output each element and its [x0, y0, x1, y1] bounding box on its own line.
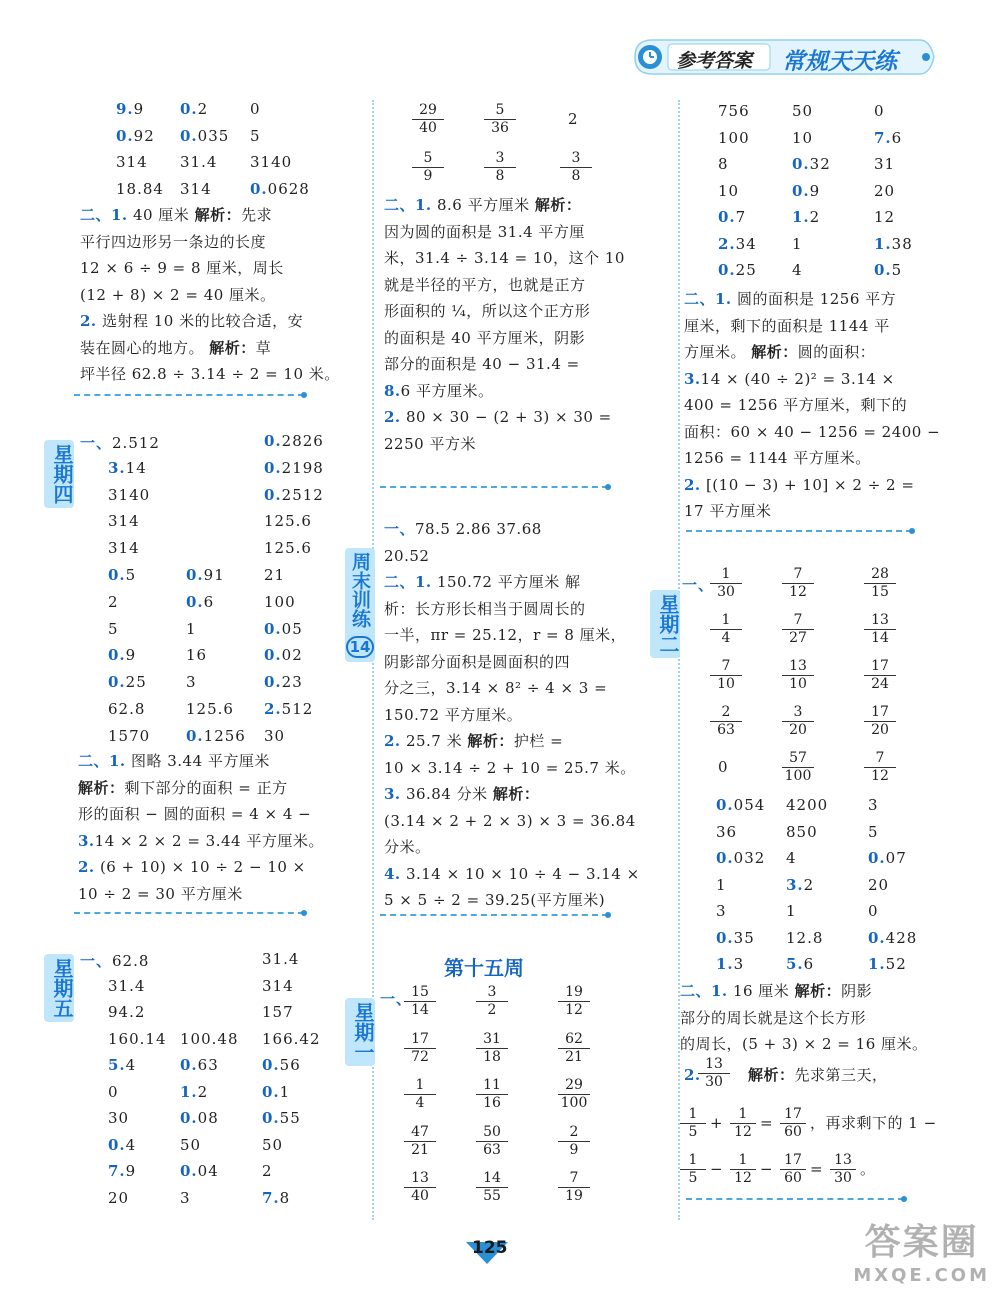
grid-value: 0.1 — [262, 1082, 291, 1101]
solution-line: 17 平方厘米 — [684, 502, 772, 520]
solution-line: 装在圆心的地方。 解析：草 — [80, 338, 272, 357]
solution-line: 就是半径的平方，也就是正方 — [384, 275, 586, 294]
fraction: 47 21 — [404, 1124, 436, 1159]
solution-line: 部分的周长就是这个长方形 — [680, 1008, 867, 1027]
grid-value: 50 — [792, 102, 814, 120]
solution-line: 2. 80 × 30 − (2 + 3) × 30 = — [384, 408, 612, 426]
grid-value: 314 — [262, 976, 294, 995]
solution-line: 150.72 平方厘米。 — [384, 705, 523, 724]
grid-value: 4200 — [786, 796, 829, 814]
solution-line: 的周长，(5 + 3) × 2 = 16 厘米。 — [680, 1035, 928, 1053]
fraction: 13 10 — [782, 658, 814, 693]
grid-value: 31.4 — [180, 153, 218, 171]
grid-value: 一、62.8 — [80, 952, 150, 970]
fraction: 7 12 — [782, 566, 814, 601]
grid-value: 0.7 — [718, 208, 747, 226]
fraction: 1 12 — [730, 1106, 756, 1141]
grid-value: 0.07 — [868, 849, 907, 867]
solution-line: 形的面积 − 圆的面积 = 4 × 4 − — [78, 805, 312, 823]
equation-text: − — [760, 1160, 774, 1178]
grid-value: 0.6 — [186, 592, 215, 611]
grid-value: 3.2 — [786, 875, 815, 894]
watermark — [853, 1214, 990, 1286]
solution-line: 2. [(10 − 3) + 10] × 2 ÷ 2 = — [684, 475, 915, 494]
grid-value: 0.1256 — [186, 726, 246, 745]
fraction: 5 9 — [412, 150, 444, 185]
fraction: 2 9 — [558, 1124, 590, 1159]
solution-line: 二、1. 150.72 平方厘米 解 — [384, 573, 581, 591]
solution-line: 10 ÷ 2 = 30 平方厘米 — [78, 884, 243, 903]
grid-value: 16 — [186, 646, 208, 665]
clock-icon — [640, 45, 660, 65]
fraction: 1 5 — [680, 1106, 706, 1141]
grid-value: 5.4 — [108, 1056, 137, 1074]
tag-tuesday: 星期二 — [650, 590, 680, 658]
grid-value: 0.25 — [718, 261, 757, 279]
grid-value: 1.52 — [868, 955, 907, 973]
solution-line: 20.52 — [384, 546, 430, 565]
grid-value: 0.56 — [262, 1056, 301, 1074]
solution-line: 分之三，3.14 × 8² ÷ 4 × 3 = — [384, 679, 608, 697]
fraction: 29 100 — [558, 1077, 590, 1112]
grid-value: 1 — [716, 875, 727, 894]
solution-line: 二、1. 40 厘米 解析：先求 — [80, 206, 273, 224]
solution-line: 的面积是 40 平方厘米，阴影 — [384, 328, 586, 347]
fraction: 3 20 — [782, 704, 814, 739]
grid-value: 0.0628 — [250, 179, 310, 198]
solution-line: 2. 25.7 米 解析：护栏 = — [384, 732, 564, 750]
grid-value: 1 — [786, 902, 797, 920]
header-title-a: 参考答案 — [676, 50, 753, 72]
tag-weekend — [345, 548, 375, 662]
divider-dash — [686, 530, 912, 532]
grid-value: 0.2512 — [264, 485, 324, 504]
fraction: 5 36 — [484, 102, 516, 137]
solution-line: 一半，πr = 25.12，r = 8 厘米， — [384, 626, 627, 644]
equation-text: + — [710, 1114, 724, 1132]
page-number: 125 — [472, 1238, 508, 1258]
divider-dash — [686, 1198, 904, 1200]
fraction: 2 63 — [710, 704, 742, 739]
solution-line: 阴影部分面积是圆面积的四 — [384, 652, 571, 671]
solution-line: 二、1. 圆的面积是 1256 平方 — [684, 290, 897, 308]
fraction: 50 63 — [476, 1124, 508, 1159]
grid-value: 3140 — [108, 485, 151, 504]
grid-value: 756 — [718, 102, 750, 120]
grid-value: 0.2 — [180, 100, 209, 118]
tag-thursday: 星期四 — [44, 440, 74, 508]
solution-line: 部分的面积是 40 − 31.4 = — [384, 355, 580, 373]
grid-value: 0.92 — [116, 126, 155, 145]
solution-line: 米，31.4 ÷ 3.14 = 10，这个 10 — [384, 249, 625, 267]
solution-line: 4. 3.14 × 10 × 10 ÷ 4 − 3.14 × — [384, 864, 640, 883]
tag-friday: 星期五 — [44, 954, 74, 1022]
solution-line: 2250 平方米 — [384, 434, 476, 453]
grid-value: 5 — [108, 619, 119, 638]
grid-value: 850 — [786, 822, 818, 841]
solution-line: 2. (6 + 10) × 10 ÷ 2 − 10 × — [78, 858, 306, 876]
divider-dash — [74, 394, 304, 396]
solution-line: 3.14 × (40 ÷ 2)² = 3.14 × — [684, 369, 895, 388]
grid-value: 31.4 — [108, 976, 146, 995]
grid-value: 0.32 — [792, 155, 831, 173]
fraction: 29 40 — [412, 102, 444, 137]
solution-line: 分米。 — [384, 838, 431, 856]
header-title-b: 常规天天练 — [782, 49, 897, 75]
fraction: 17 24 — [864, 658, 896, 693]
grid-value: 0.5 — [108, 566, 137, 584]
fraction: 13 30 — [830, 1152, 856, 1187]
divider-dash — [380, 914, 608, 916]
equation-text: − — [710, 1160, 724, 1178]
solution-line: 8.6 平方厘米。 — [384, 381, 494, 400]
fraction: 19 12 — [558, 984, 590, 1019]
grid-value: 0.02 — [264, 646, 303, 665]
solution-line: 10 × 3.14 ÷ 2 + 10 = 25.7 米。 — [384, 758, 636, 777]
grid-value: 5 — [868, 822, 879, 841]
q2-hint: 解析：先求第三天， — [748, 1066, 888, 1084]
grid-value: 9.9 — [116, 100, 145, 118]
grid-value: 0.428 — [868, 928, 918, 947]
tag-monday: 星期一 — [345, 998, 375, 1066]
grid-value: 314 — [108, 512, 140, 531]
fraction: 1 4 — [710, 612, 742, 647]
grid-value: 125.6 — [264, 539, 312, 558]
grid-value: 314 — [116, 153, 148, 171]
fraction: 57 100 — [782, 750, 814, 785]
grid-value: 0.2826 — [264, 432, 324, 450]
grid-value: 100 — [718, 128, 750, 147]
solution-line: 解析：剩下部分的面积 = 正方 — [78, 778, 288, 797]
solution-line: 方厘米。 解析：圆的面积： — [684, 343, 876, 361]
solution-line: 400 = 1256 平方厘米，剩下的 — [684, 396, 908, 414]
grid-value: 0.054 — [716, 796, 766, 814]
grid-value: 30 — [108, 1109, 130, 1127]
grid-value: 0.032 — [716, 849, 766, 867]
grid-value: 5 — [250, 126, 261, 145]
grid-value: 0 — [718, 758, 729, 776]
grid-value: 8 — [718, 155, 729, 173]
fraction: 7 10 — [710, 658, 742, 693]
grid-value: 0.04 — [180, 1162, 219, 1180]
grid-value: 20 — [108, 1188, 130, 1207]
grid-value: 1.3 — [716, 955, 745, 973]
solution-line: 二、1. 8.6 平方厘米 解析： — [384, 196, 582, 214]
grid-value: 160.14 — [108, 1029, 167, 1048]
grid-value: 0 — [874, 102, 885, 120]
grid-value: 0.63 — [180, 1056, 219, 1074]
fraction: 7 27 — [782, 612, 814, 647]
fraction: 15 14 — [404, 984, 436, 1019]
grid-value: 0.4 — [108, 1135, 137, 1154]
grid-value: 0.08 — [180, 1109, 219, 1127]
solution-line: (12 + 8) × 2 = 40 厘米。 — [80, 285, 276, 304]
grid-value: 0.2198 — [264, 458, 324, 477]
tag-weekend-label: 周末训练 — [349, 552, 371, 628]
fraction: 7 19 — [558, 1170, 590, 1205]
grid-value: 1.38 — [874, 234, 913, 253]
grid-value: 7.9 — [108, 1162, 137, 1180]
fraction: 7 12 — [864, 750, 896, 785]
grid-value: 21 — [264, 566, 286, 584]
grid-value: 3 — [716, 902, 727, 920]
fraction: 17 72 — [404, 1031, 436, 1066]
tag-weekend-number: 14 — [346, 636, 374, 658]
solution-line: 因为圆的面积是 31.4 平方厘 — [384, 222, 585, 241]
grid-value: 1.2 — [180, 1082, 209, 1101]
week-title: 第十五周 — [444, 956, 524, 980]
grid-value: 314 — [108, 539, 140, 558]
grid-value: 12.8 — [786, 928, 824, 947]
equation-text: = — [810, 1160, 824, 1178]
solution-line: 面积：60 × 40 − 1256 = 2400 − — [684, 422, 941, 441]
mon-section-mark: 一、 — [380, 990, 413, 1008]
solution-line: (3.14 × 2 + 2 × 3) × 3 = 36.84 — [384, 811, 636, 830]
grid-value: 166.42 — [262, 1029, 321, 1048]
grid-value: 1 — [792, 234, 803, 253]
fraction: 17 20 — [864, 704, 896, 739]
grid-value: 125.6 — [186, 700, 234, 718]
q2-answer-fraction: 13 30 — [698, 1056, 730, 1091]
fraction: 3 8 — [560, 150, 592, 185]
grid-value: 31.4 — [262, 950, 300, 968]
grid-value: 3 — [180, 1188, 191, 1207]
fraction: 11 16 — [476, 1077, 508, 1112]
grid-value: 0.05 — [264, 619, 303, 638]
grid-value: 1570 — [108, 726, 151, 745]
grid-value: 0.035 — [180, 126, 230, 145]
grid-value: 20 — [874, 181, 896, 200]
grid-value: 2.34 — [718, 234, 757, 253]
grid-value: 0.55 — [262, 1109, 301, 1127]
grid-value: 5.6 — [786, 955, 815, 973]
grid-value: 2 — [568, 110, 579, 128]
solution-line: 5 × 5 ÷ 2 = 39.25(平方厘米) — [384, 891, 606, 909]
fraction: 1 5 — [680, 1152, 706, 1187]
q2-number: 2. — [684, 1066, 701, 1084]
fraction: 1 30 — [710, 566, 742, 601]
grid-value: 2 — [262, 1162, 273, 1180]
divider-dash — [74, 912, 304, 914]
grid-value: 2.512 — [264, 700, 314, 718]
grid-value: 4 — [792, 261, 803, 279]
divider-dash — [380, 486, 608, 488]
grid-value: 20 — [868, 875, 890, 894]
grid-value: 100.48 — [180, 1029, 239, 1048]
grid-value: 0.91 — [186, 566, 225, 584]
solution-line: 3.14 × 2 × 2 = 3.44 平方厘米。 — [78, 831, 324, 850]
fraction: 3 8 — [484, 150, 516, 185]
grid-value: 2 — [108, 592, 119, 611]
grid-value: 0 — [250, 100, 261, 118]
grid-value: 3140 — [250, 153, 293, 171]
solution-line: 12 × 6 ÷ 9 = 8 厘米，周长 — [80, 259, 284, 277]
grid-value: 125.6 — [264, 512, 312, 531]
grid-value: 100 — [264, 592, 296, 611]
grid-value: 50 — [262, 1135, 284, 1154]
grid-value: 0.23 — [264, 673, 303, 692]
grid-value: 0.5 — [874, 261, 903, 279]
watermark-top: 答案圈 — [864, 1222, 979, 1263]
grid-value: 1.2 — [792, 208, 821, 226]
grid-value: 18.84 — [116, 179, 164, 198]
fraction: 13 14 — [864, 612, 896, 647]
grid-value: 31 — [874, 155, 896, 173]
fraction: 17 60 — [780, 1152, 806, 1187]
grid-value: 10 — [792, 128, 814, 147]
grid-value: 314 — [180, 179, 212, 198]
equation-text: = — [760, 1114, 774, 1132]
solution-line: 二、1. 16 厘米 解析：阴影 — [680, 982, 873, 1000]
grid-value: 4 — [786, 849, 797, 867]
grid-value: 1 — [186, 619, 197, 638]
grid-value: 157 — [262, 1003, 294, 1021]
solution-line: 3. 36.84 分米 解析： — [384, 785, 540, 803]
grid-value: 7.6 — [874, 128, 903, 147]
grid-value: 30 — [264, 726, 286, 745]
grid-value: 0.9 — [792, 181, 821, 200]
fraction: 3 2 — [476, 984, 508, 1019]
solution-line: 厘米，剩下的面积是 1144 平 — [684, 316, 890, 335]
fraction: 14 55 — [476, 1170, 508, 1205]
fraction: 31 18 — [476, 1031, 508, 1066]
grid-value: 3.14 — [108, 458, 147, 477]
solution-line: 形面积的 ¼，所以这个正方形 — [384, 302, 591, 320]
grid-value: 94.2 — [108, 1003, 146, 1021]
fraction: 1 12 — [730, 1152, 756, 1187]
watermark-bottom: MXQE.COM — [853, 1265, 990, 1286]
grid-value: 50 — [180, 1135, 202, 1154]
fraction: 1 4 — [404, 1077, 436, 1112]
tue-section-mark: 一、 — [682, 576, 715, 594]
solution-line: 2. 选射程 10 米的比较合适，安 — [80, 312, 304, 330]
fraction: 62 21 — [558, 1031, 590, 1066]
solution-line: 1256 = 1144 平方厘米。 — [684, 449, 871, 467]
equation-text: ，再求剩下的 1 − — [810, 1114, 937, 1132]
equation-text: 。 — [860, 1160, 876, 1178]
grid-value: 0.25 — [108, 673, 147, 692]
grid-value: 0 — [108, 1082, 119, 1101]
solution-line: 坪半径 62.8 ÷ 3.14 ÷ 2 = 10 米。 — [80, 365, 340, 383]
fraction: 28 15 — [864, 566, 896, 601]
solution-line: 析：长方形长相当于圆周长的 — [384, 599, 586, 618]
grid-value: 10 — [718, 181, 740, 200]
grid-value: 3 — [186, 673, 197, 692]
grid-value: 7.8 — [262, 1188, 291, 1207]
fraction: 13 40 — [404, 1170, 436, 1205]
grid-value: 36 — [716, 822, 738, 841]
grid-value: 62.8 — [108, 700, 146, 718]
grid-value: 3 — [868, 796, 879, 814]
solution-line: 二、1. 图略 3.44 平方厘米 — [78, 752, 270, 770]
solution-line: 平行四边形另一条边的长度 — [80, 232, 267, 251]
solution-line: 一、78.5 2.86 37.68 — [384, 520, 542, 538]
grid-value: 12 — [874, 208, 896, 226]
grid-value: 0 — [868, 902, 879, 920]
grid-value: 0.9 — [108, 646, 137, 665]
fraction: 17 60 — [780, 1106, 806, 1141]
grid-value: 0.35 — [716, 928, 755, 947]
grid-value: 一、2.512 — [80, 434, 160, 452]
